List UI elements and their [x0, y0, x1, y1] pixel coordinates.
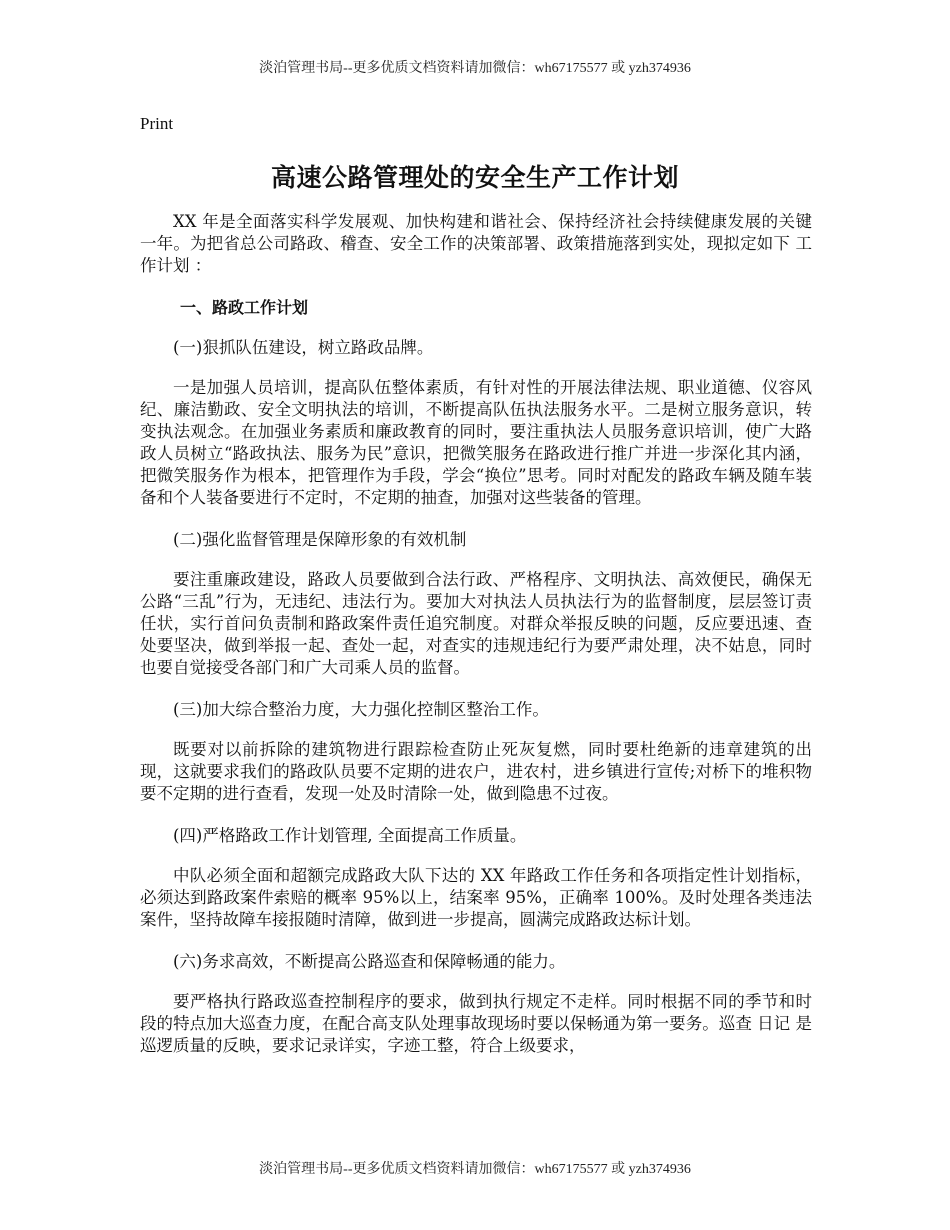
- document-title: 高速公路管理处的安全生产工作计划: [270, 163, 679, 192]
- body-paragraph: 中队必须全面和超额完成路政大队下达的 XX 年路政工作任务和各项指定性计划指标，必须达到路政案件索赔的概率 95%以上，结案率 95%，正确率 100%。及时处理各类违法案件，坚持故障车接报随时清障，做到进一步提高，圆满完成路政达标计划。: [140, 866, 812, 929]
- subsection-heading: (一)狠抓队伍建设，树立路政品牌。: [173, 338, 434, 357]
- running-header: 淡泊管理书局--更多优质文档资料请加微信：wh67175577 或 yzh374936: [259, 61, 691, 76]
- running-footer: 淡泊管理书局--更多优质文档资料请加微信：wh67175577 或 yzh374936: [259, 1162, 691, 1177]
- section-heading: 一、路政工作计划: [180, 298, 309, 317]
- subsection-heading: (三)加大综合整治力度，大力强化控制区整治工作。: [173, 700, 549, 719]
- subsection-heading: (二)强化监督管理是保障形象的有效机制: [173, 530, 467, 549]
- body-paragraph: 既要对以前拆除的建筑物进行跟踪检查防止死灰复燃，同时要杜绝新的违章建筑的出现，这就要求我们的路政队员要不定期的进农户，进农村，进乡镇进行宣传;对桥下的堆积物要不定期的进行查看，发现一处及时清除一处，做到隐患不过夜。: [140, 740, 812, 803]
- intro-paragraph: XX 年是全面落实科学发展观、加快构建和谐社会、保持经济社会持续健康发展的关键一年。为把省总公司路政、稽查、安全工作的决策部署、政策措施落到实处，现拟定如下 工作计划 ：: [140, 212, 812, 275]
- print-label: Print: [140, 114, 174, 133]
- body-paragraph: 一是加强人员培训，提高队伍整体素质，有针对性的开展法律法规、职业道德、仪容风纪、廉洁勤政、安全文明执法的培训，不断提高队伍执法服务水平。二是树立服务意识，转变执法观念。在加强业务素质和廉政教育的同时，要注重执法人员服务意识培训，使广大路政人员树立“路政执法、服务为民”意识，把微笑服务在路政进行推广并进一步深化其内涵，把微笑服务作为根本，把管理作为手段，学会“换位”思考。同时对配发的路政车辆及随车装备和个人装备要进行不定时，不定期的抽查，加强对这些装备的管理。: [140, 378, 812, 507]
- subsection-heading: (四)严格路政工作计划管理, 全面提高工作质量。: [173, 826, 527, 845]
- subsection-heading: (六)务求高效，不断提高公路巡查和保障畅通的能力。: [173, 952, 566, 971]
- body-paragraph: 要严格执行路政巡查控制程序的要求，做到执行规定不走样。同时根据不同的季节和时段的特点加大巡查力度，在配合高支队处理事故现场时要以保畅通为第一要务。巡查 日记 是巡逻质量的反映，要求记录详实，字迹工整，符合上级要求，: [140, 992, 812, 1055]
- document-body: [140, 211, 812, 1077]
- body-paragraph: 要注重廉政建设，路政人员要做到合法行政、严格程序、文明执法、高效便民，确保无公路“三乱”行为，无违纪、违法行为。要加大对执法人员执法行为的监督制度，层层签订责任状，实行首问负责制和路政案件责任追究制度。对群众举报反映的问题，反应要迅速、查处要坚决，做到举报一起、查处一起，对查实的违规违纪行为要严肃处理，决不姑息，同时也要自觉接受各部门和广大司乘人员的监督。: [140, 570, 812, 677]
